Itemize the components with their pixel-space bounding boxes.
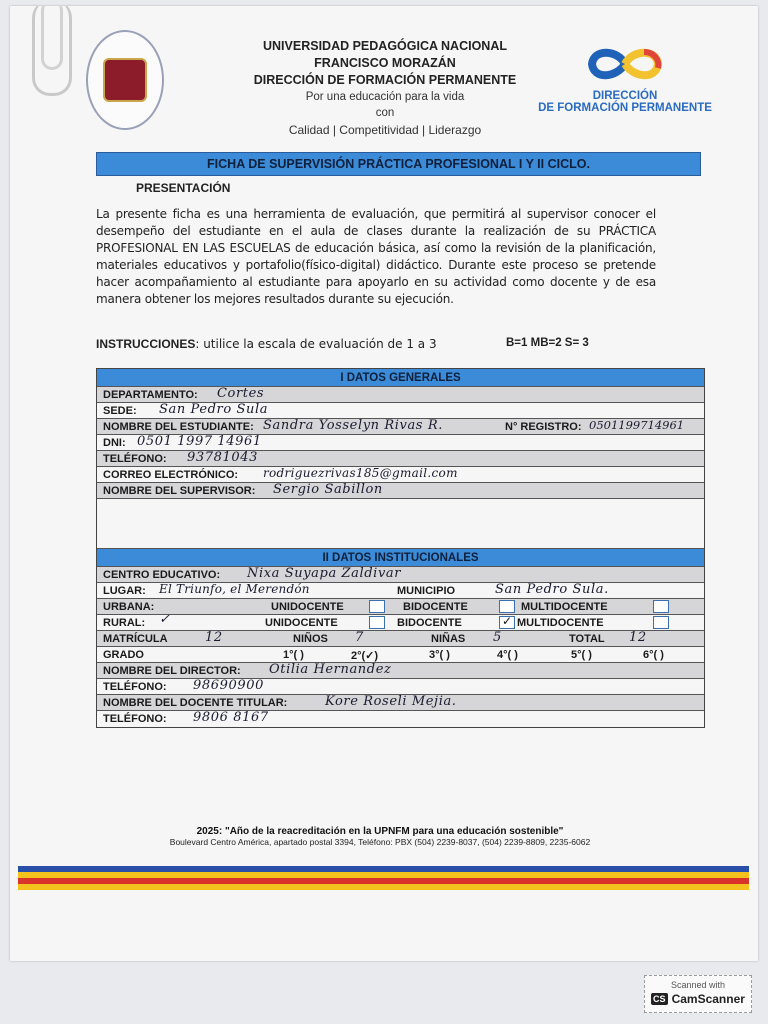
- estudiante-value[interactable]: Sandra Yosselyn Rivas R.: [263, 418, 443, 433]
- director-row: [97, 663, 704, 679]
- matricula-row: [97, 631, 704, 647]
- grado-row: [97, 647, 704, 663]
- total-value[interactable]: 12: [629, 630, 647, 645]
- correo-row: [97, 467, 704, 483]
- departamento-row: [97, 387, 704, 403]
- telefono-director-row: [97, 679, 704, 695]
- titular-value[interactable]: Kore Roseli Mejia.: [325, 694, 457, 709]
- ninos-value[interactable]: 7: [355, 630, 364, 645]
- centro-value[interactable]: Nixa Suyapa Zaldivar: [247, 566, 402, 581]
- grado-3[interactable]: 3°( ): [429, 649, 450, 661]
- titular-row: [97, 695, 704, 711]
- color-stripes: [18, 866, 749, 890]
- dni-label: DNI:: [103, 437, 126, 449]
- matricula-label: MATRÍCULA: [103, 633, 168, 645]
- telefono-director-value[interactable]: 98690900: [193, 678, 264, 693]
- camscanner-brand: [645, 992, 751, 1006]
- urbana-multidocente-checkbox[interactable]: [653, 600, 669, 613]
- telefono-titular-label: TELÉFONO:: [103, 713, 167, 725]
- form-title: FICHA DE SUPERVISIÓN PRÁCTICA PROFESIONAL I Y II CICLO.: [207, 157, 590, 171]
- director-value[interactable]: Otilia Hernandez: [269, 662, 392, 677]
- dni-row: [97, 435, 704, 451]
- seal-emblem-icon: [103, 58, 147, 102]
- infinity-logo-icon: [580, 42, 670, 86]
- logo-text-1: DIRECCIÓN: [592, 90, 658, 102]
- urbana-bidocente-checkbox[interactable]: [499, 600, 515, 613]
- rural-bidocente-label: BIDOCENTE: [397, 617, 462, 629]
- registro-value[interactable]: 0501199714961: [589, 418, 685, 432]
- telefono-row: [97, 451, 704, 467]
- header-motto-2: con: [375, 107, 395, 119]
- registro-label: N° REGISTRO:: [505, 421, 582, 433]
- evaluation-scale: B=1 MB=2 S= 3: [506, 337, 589, 349]
- grado-2[interactable]: 2°(✓): [351, 650, 379, 662]
- footer-line-2: Boulevard Centro América, apartado postal 3394, Teléfono: PBX (504) 2239-8037, (504) 2239-8809, 2235-6062: [169, 837, 591, 847]
- telefono-director-label: TELÉFONO:: [103, 681, 167, 693]
- header-line-3: DIRECCIÓN DE FORMACIÓN PERMANENTE: [253, 73, 517, 87]
- total-label: TOTAL: [569, 633, 605, 645]
- rural-multidocente-checkbox[interactable]: [499, 616, 515, 629]
- centro-label: CENTRO EDUCATIVO:: [103, 569, 221, 581]
- supervisor-label: NOMBRE DEL SUPERVISOR:: [103, 485, 256, 497]
- telefono-titular-value[interactable]: 9806 8167: [193, 710, 269, 725]
- section-heading: PRESENTACIÓN: [136, 181, 231, 195]
- dfp-logo: [530, 42, 720, 114]
- grado-1[interactable]: 1°( ): [283, 649, 304, 661]
- supervisor-value[interactable]: Sergio Sabillon: [273, 482, 383, 497]
- lugar-label: LUGAR:: [103, 585, 146, 597]
- camscanner-logo-icon: CS: [653, 994, 666, 1004]
- form-title-banner: [96, 152, 701, 176]
- supervisor-row: [97, 483, 704, 499]
- lugar-row: [97, 583, 704, 599]
- instructions-label: INSTRUCCIONES: [96, 337, 196, 351]
- header-values: Calidad | Competitividad | Liderazgo: [288, 123, 482, 137]
- urbana-row: [97, 599, 704, 615]
- header-line-2: FRANCISCO MORAZÁN: [314, 56, 456, 70]
- paperclip-inner: [41, 6, 63, 70]
- grado-label: GRADO: [103, 649, 144, 661]
- rural-multidocente-checkmark: ✓: [502, 614, 513, 628]
- matricula-value[interactable]: 12: [205, 630, 223, 645]
- camscanner-name: CamScanner: [671, 992, 745, 1006]
- estudiante-row: [97, 419, 704, 435]
- urbana-multidocente-label: MULTIDOCENTE: [521, 601, 608, 613]
- director-label: NOMBRE DEL DIRECTOR:: [103, 665, 241, 677]
- logo-text-2: DE FORMACIÓN PERMANENTE: [538, 102, 712, 114]
- ninos-label: NIÑOS: [293, 633, 328, 645]
- rural-unidocente-label: UNIDOCENTE: [265, 617, 338, 629]
- footer: [100, 826, 660, 847]
- instructions-text: : utilice la escala de evaluación de 1 a 3: [195, 337, 437, 351]
- urbana-unidocente-checkbox[interactable]: [369, 600, 385, 613]
- footer-line-1: 2025: "Año de la reacreditación en la UPNFM para una educación sostenible": [196, 826, 564, 837]
- departamento-value[interactable]: Cortes: [217, 386, 265, 401]
- municipio-label: MUNICIPIO: [397, 585, 456, 597]
- municipio-value[interactable]: San Pedro Sula.: [495, 582, 609, 597]
- stripe-yellow-2: [18, 884, 749, 890]
- ninas-label: NIÑAS: [431, 633, 466, 645]
- rural-label: RURAL:: [103, 617, 146, 629]
- grado-4[interactable]: 4°( ): [497, 649, 518, 661]
- section2-title: II DATOS INSTITUCIONALES: [97, 549, 704, 567]
- section1-title: I DATOS GENERALES: [97, 369, 704, 387]
- correo-label: CORREO ELECTRÓNICO:: [103, 469, 239, 481]
- sede-label: SEDE:: [103, 405, 137, 417]
- estudiante-label: NOMBRE DEL ESTUDIANTE:: [103, 421, 254, 433]
- centro-row: [97, 567, 704, 583]
- correo-value[interactable]: rodriguezrivas185@gmail.com: [263, 466, 458, 480]
- instructions: [96, 337, 706, 351]
- urbana-bidocente-label: BIDOCENTE: [403, 601, 468, 613]
- rural-row: [97, 612, 704, 631]
- camscanner-badge: [644, 975, 752, 1013]
- rural-unidocente-checkbox[interactable]: [369, 616, 385, 629]
- datos-generales-table: [96, 368, 705, 728]
- telefono-value[interactable]: 93781043: [187, 450, 258, 465]
- telefono-titular-row: [97, 711, 704, 727]
- departamento-label: DEPARTAMENTO:: [103, 389, 198, 401]
- presentation-paragraph: La presente ficha es una herramienta de evaluación, que permitirá al supervisor conocer el desempeño del estudiante en el aula de clases durante la realización de su PRÁCTICA PROFESIONAL EN LAS ESCUELAS de educación básica, así como la revisión de la planificación, materiales educativos y portafolio(físico-digital) didáctico. Durante este proceso se pretende hacer acompañamiento al estudiante para apoyarlo en su actividad como docente y de esa manera obtener los mejores resultados durante su ejecución.: [96, 207, 656, 306]
- telefono-label: TELÉFONO:: [103, 453, 167, 465]
- institution-header: [240, 38, 530, 139]
- grado-5[interactable]: 5°( ): [571, 649, 592, 661]
- urbana-label: URBANA:: [103, 601, 155, 613]
- rural-extra-checkbox[interactable]: [653, 616, 669, 629]
- lugar-value[interactable]: El Triunfo, el Merendón: [159, 582, 310, 596]
- section-spacer: [97, 499, 704, 549]
- sede-value[interactable]: San Pedro Sula: [159, 402, 269, 417]
- grado-6[interactable]: 6°( ): [643, 649, 664, 661]
- rural-multidocente-label: MULTIDOCENTE: [517, 617, 604, 629]
- header-motto-1: Por una educación para la vida: [305, 91, 465, 103]
- titular-label: NOMBRE DEL DOCENTE TITULAR:: [103, 697, 288, 709]
- header-line-1: UNIVERSIDAD PEDAGÓGICA NACIONAL: [263, 39, 507, 53]
- document-page: [10, 6, 758, 961]
- rural-checkmark[interactable]: ✓: [159, 612, 171, 627]
- sede-row: [97, 403, 704, 419]
- university-seal: [86, 30, 164, 130]
- ninas-value[interactable]: 5: [493, 630, 502, 645]
- dni-value[interactable]: 0501 1997 14961: [137, 434, 262, 449]
- urbana-unidocente-label: UNIDOCENTE: [271, 601, 344, 613]
- camscanner-caption: Scanned with: [670, 980, 726, 990]
